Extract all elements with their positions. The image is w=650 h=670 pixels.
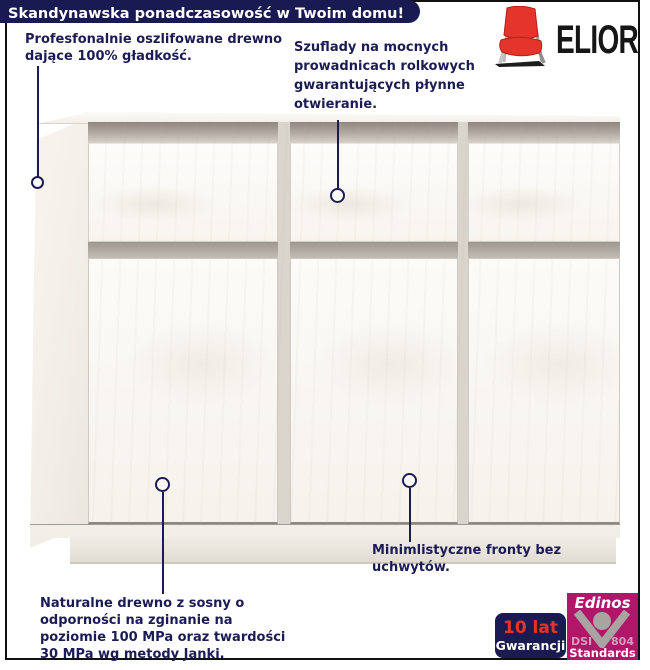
headline-text: Skandynawska ponadczasowość w Twoim domu!	[8, 6, 405, 22]
headline-banner	[0, 0, 420, 23]
annotation-minimalist-fronts	[372, 542, 561, 576]
warranty-label: Gwarancji	[495, 637, 566, 653]
annotation-line: prowadnicach rolkowych	[294, 59, 475, 74]
annotation-pine-wood	[40, 595, 285, 663]
edinos-standards-label: Standards	[569, 646, 636, 660]
annotation-line: Szuflady na mocnych	[294, 40, 449, 55]
callout-circle-pine-wood	[155, 477, 170, 492]
callout-circle-minimalist-fronts	[402, 473, 417, 488]
annotation-drawer-runners	[294, 38, 475, 114]
annotation-line: gwarantujących płynne	[294, 78, 465, 93]
callout-line-drawer-runners	[337, 120, 339, 189]
annotation-line: 30 MPa wg metody Janki.	[40, 647, 225, 662]
annotation-line: otwieranie.	[294, 97, 378, 112]
annotation-line: Profesfonalnie oszlifowane drewno	[25, 32, 283, 47]
callout-line-sanded-wood	[37, 66, 39, 177]
callout-line-pine-wood	[162, 492, 164, 594]
callout-line-minimalist-fronts	[409, 488, 411, 542]
brand-name: ELIOR	[556, 18, 639, 62]
callout-circle-sanded-wood	[31, 176, 44, 189]
warranty-years: 10 lat	[502, 617, 558, 638]
annotation-line: Naturalne drewno z sosny o	[40, 596, 245, 611]
red-chair-icon	[492, 6, 550, 68]
annotation-line: dające 100% gładkość.	[25, 49, 192, 64]
edinos-certification-badge	[567, 593, 638, 660]
annotation-sanded-wood	[25, 31, 282, 65]
edinos-dsi-label: DSI	[571, 635, 593, 648]
edinos-brand-label: Edinos	[574, 594, 631, 612]
warranty-badge	[495, 613, 566, 658]
annotation-line: uchwytów.	[372, 560, 450, 575]
callout-circle-drawer-runners	[330, 188, 345, 203]
annotation-line: odporności na zginanie na	[40, 613, 233, 628]
edinos-804-label: 804	[611, 635, 634, 648]
annotation-line: Minimlistyczne fronty bez	[372, 543, 562, 558]
annotation-line: poziomie 100 MPa oraz twardości	[40, 630, 286, 645]
